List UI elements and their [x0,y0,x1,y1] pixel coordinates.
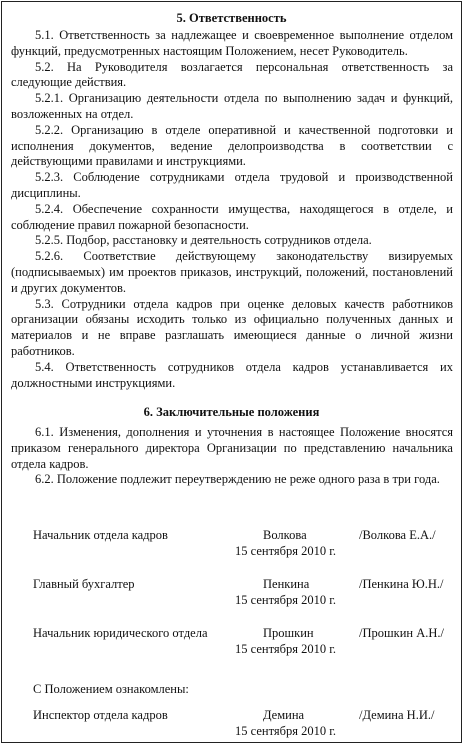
section-6-body [11,425,453,488]
signature-date: 15 сентября 2010 г. [235,724,337,738]
paragraph-5-2-4: 5.2.4. Обеспечение сохранности имущества, находящегося в отделе, и соблюдение правил пожарной безопасности. [11,201,453,232]
paragraph-5-2-1: 5.2.1. Организацию деятельности отдела по выполнению задач и функций, возложенных на отдел. [11,91,453,121]
paragraph-6-2: 6.2. Положение подлежит переутверждению не реже одного раза в три года. [35,472,440,487]
section-5-title: 5. Ответственность [176,11,287,25]
paragraph-5-2-5: 5.2.5. Подбор, расстановку и деятельность сотрудников отдела. [35,233,372,248]
paragraph-5-2-2: 5.2.2. Организацию в отделе оперативной и качественной подготовки и исполнения документов, ведение делопроизводства в соответствии с действующими правилами и инструкциями. [11,122,453,169]
acknowledgement-label: С Положением ознакомлены: [33,682,189,696]
signer-role: Главный бухгалтер [33,577,135,591]
paragraph-5-2: 5.2. На Руководителя возлагается персональная ответственность за следующие действия. [11,59,453,90]
paragraph-6-1: 6.1. Изменения, дополнения и уточнения в настоящее Положение вносятся приказом генерального директора Организации по представлению начальника отдела кадров. [11,425,453,471]
paragraph-5-1: 5.1. Ответственность за надлежащее и своевременное выполнение отделом функций, предусмотренных настоящим Положением, несет Руководитель. [11,28,453,58]
signer-signature: Прошкин [263,626,314,640]
paragraph-5-4: 5.4. Ответственность сотрудников отдела кадров устанавливается их должностными инструкциями. [11,359,453,390]
signature-date: 15 сентября 2010 г. [235,593,337,607]
signature-date: 15 сентября 2010 г. [235,642,337,656]
paragraph-5-2-3: 5.2.3. Соблюдение сотрудниками отдела трудовой и производственной дисциплины. [11,170,453,200]
signer-signature: Пенкина [263,577,310,591]
document-page [1,1,462,743]
signer-role: Начальник отдела кадров [33,528,168,542]
signer-role: Инспектор отдела кадров [33,708,168,722]
signer-full-name: /Пенкина Ю.Н./ [359,577,444,591]
section-6-title: 6. Заключительные положения [143,405,320,419]
section-5-body [11,28,453,391]
signer-full-name: /Демина Н.И./ [359,708,435,722]
signer-full-name: /Прошкин А.Н./ [359,626,444,640]
signer-role: Начальник юридического отдела [33,626,208,640]
paragraph-5-3: 5.3. Сотрудники отдела кадров при оценке деловых качеств работников организации обязаны исходить только из официально полученных данных и материалов и не вправе разглашать имеющиеся данные о личной жизни работников. [11,296,453,358]
signer-full-name: /Волкова Е.А./ [359,528,436,542]
paragraph-5-2-6: 5.2.6. Соответствие действующему законодательству визируемых (подписываемых) им проектов приказов, инструкций, положений, постановлений и других документов. [11,249,453,295]
signer-signature: Волкова [263,528,307,542]
signature-date: 15 сентября 2010 г. [235,544,337,558]
signer-signature: Демина [263,708,305,722]
